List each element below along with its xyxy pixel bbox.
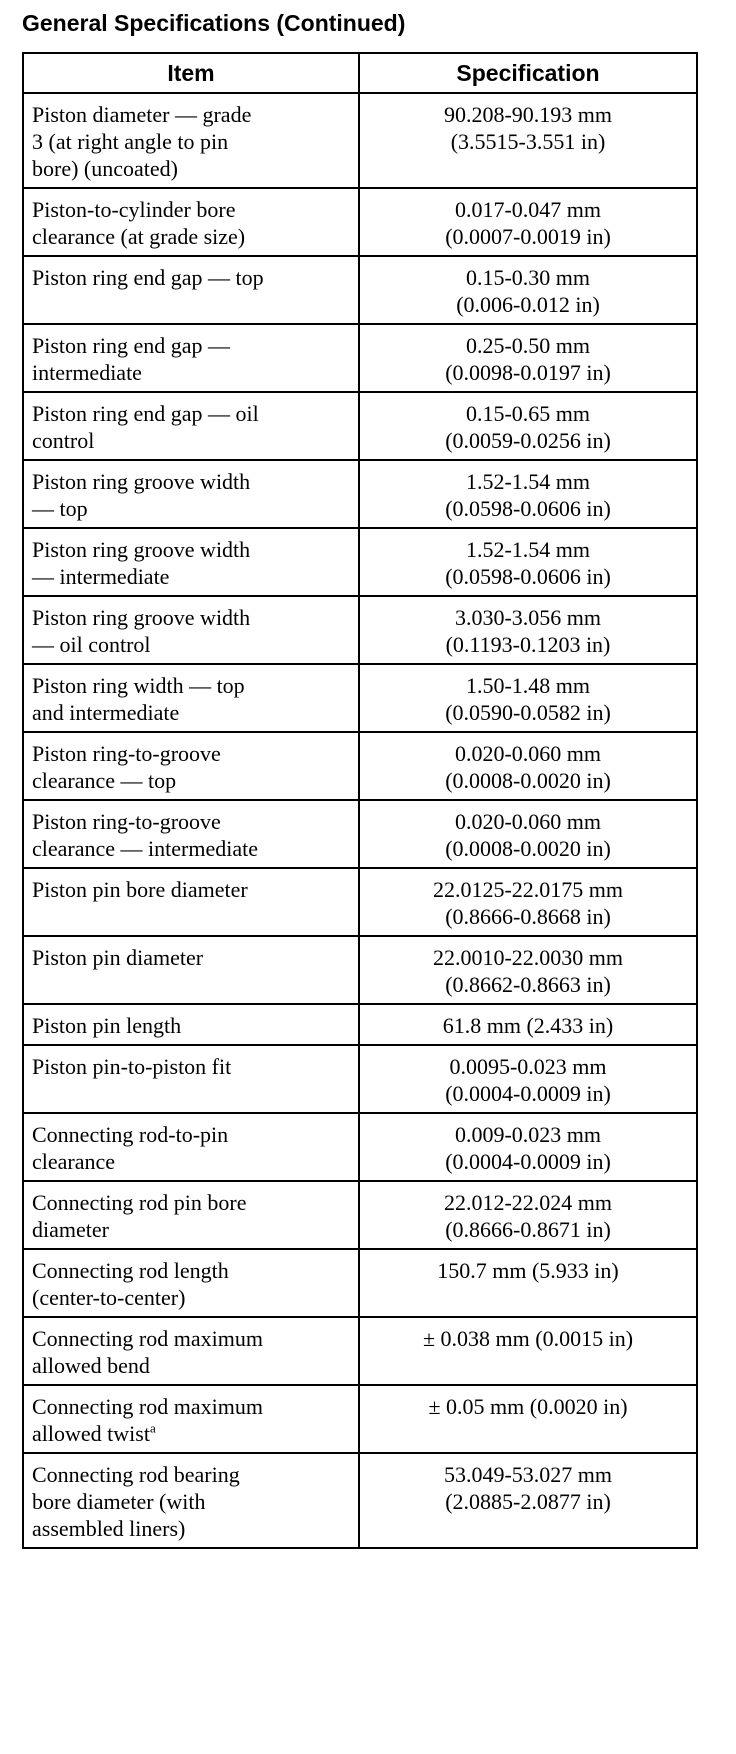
item-text: Piston pin bore diameter bbox=[32, 877, 248, 902]
item-text-line bbox=[32, 1216, 350, 1243]
item-text-line bbox=[32, 563, 350, 590]
specification-text: 1.52-1.54 mm bbox=[465, 537, 591, 562]
item-text: and intermediate bbox=[32, 700, 180, 725]
item-text: Connecting rod maximum bbox=[32, 1394, 263, 1419]
item-cell bbox=[23, 1249, 359, 1317]
specification-cell bbox=[359, 868, 697, 936]
item-text-line bbox=[32, 1121, 350, 1148]
item-text: — oil control bbox=[32, 632, 151, 657]
specification-text: (2.0885-2.0877 in) bbox=[445, 1489, 611, 1514]
item-text: Piston ring end gap — top bbox=[32, 265, 264, 290]
item-text-line bbox=[32, 740, 350, 767]
specification-text: 0.020-0.060 mm bbox=[454, 809, 602, 834]
item-text: control bbox=[32, 428, 95, 453]
item-text: Connecting rod maximum bbox=[32, 1326, 263, 1351]
item-text: Connecting rod-to-pin bbox=[32, 1122, 229, 1147]
specification-text: 0.020-0.060 mm bbox=[454, 741, 602, 766]
item-text: (center-to-center) bbox=[32, 1285, 186, 1310]
specification-text: 22.0125-22.0175 mm bbox=[432, 877, 624, 902]
specification-cell bbox=[359, 188, 697, 256]
item-text-line bbox=[32, 155, 350, 182]
specification-cell bbox=[359, 664, 697, 732]
item-text-line bbox=[32, 101, 350, 128]
specification-text: (0.8666-0.8671 in) bbox=[445, 1217, 611, 1242]
specification-text: 3.030-3.056 mm bbox=[454, 605, 602, 630]
specification-text: ± 0.038 mm (0.0015 in) bbox=[422, 1326, 634, 1351]
specification-text: (0.0598-0.0606 in) bbox=[445, 496, 611, 521]
item-text-line bbox=[32, 1053, 350, 1080]
specification-text: 0.017-0.047 mm bbox=[454, 197, 602, 222]
item-text: — top bbox=[32, 496, 88, 521]
table-row bbox=[23, 460, 697, 528]
table-header-row bbox=[23, 53, 697, 93]
item-text: clearance (at grade size) bbox=[32, 224, 246, 249]
item-text: — intermediate bbox=[32, 564, 170, 589]
item-text-line bbox=[32, 1420, 350, 1447]
specification-cell bbox=[359, 1317, 697, 1385]
table-row bbox=[23, 528, 697, 596]
item-cell bbox=[23, 664, 359, 732]
specifications-table bbox=[22, 52, 698, 1549]
item-cell bbox=[23, 1004, 359, 1045]
specification-cell bbox=[359, 800, 697, 868]
specification-text: 0.15-0.30 mm bbox=[465, 265, 591, 290]
item-text-line bbox=[32, 1189, 350, 1216]
specification-cell bbox=[359, 392, 697, 460]
table-row bbox=[23, 1249, 697, 1317]
item-text-line bbox=[32, 468, 350, 495]
footnote-marker: a bbox=[149, 1420, 156, 1436]
item-cell bbox=[23, 93, 359, 188]
specification-text: 61.8 mm (2.433 in) bbox=[442, 1013, 614, 1038]
specification-cell bbox=[359, 1113, 697, 1181]
item-text-line bbox=[32, 1461, 350, 1488]
specification-text: 90.208-90.193 mm bbox=[443, 102, 613, 127]
item-cell bbox=[23, 868, 359, 936]
table-row bbox=[23, 1385, 697, 1453]
specification-cell bbox=[359, 1181, 697, 1249]
specification-cell bbox=[359, 1385, 697, 1453]
item-text-line bbox=[32, 400, 350, 427]
specification-cell bbox=[359, 1453, 697, 1548]
item-text: Piston ring width — top bbox=[32, 673, 245, 698]
item-cell bbox=[23, 1453, 359, 1548]
specification-text: (0.0004-0.0009 in) bbox=[445, 1081, 611, 1106]
item-text: Connecting rod pin bore bbox=[32, 1190, 247, 1215]
item-text: Piston ring groove width bbox=[32, 605, 251, 630]
item-text-line bbox=[32, 332, 350, 359]
specification-text: 150.7 mm (5.933 in) bbox=[437, 1258, 619, 1283]
item-text-line bbox=[32, 1488, 350, 1515]
specification-cell bbox=[359, 93, 697, 188]
specification-text: (0.006-0.012 in) bbox=[456, 292, 600, 317]
specification-cell bbox=[359, 1249, 697, 1317]
specification-cell bbox=[359, 1004, 697, 1045]
item-text: allowed bend bbox=[32, 1353, 150, 1378]
item-text: clearance — intermediate bbox=[32, 836, 258, 861]
specification-text: (0.0008-0.0020 in) bbox=[445, 768, 611, 793]
item-text-line bbox=[32, 672, 350, 699]
item-cell bbox=[23, 256, 359, 324]
specification-text: ± 0.05 mm (0.0020 in) bbox=[428, 1394, 628, 1419]
item-text: Piston pin diameter bbox=[32, 945, 204, 970]
item-text-line bbox=[32, 264, 350, 291]
item-text-line bbox=[32, 427, 350, 454]
table-row bbox=[23, 392, 697, 460]
item-cell bbox=[23, 1385, 359, 1453]
specification-text: (0.0004-0.0009 in) bbox=[445, 1149, 611, 1174]
item-text: Piston ring end gap — oil bbox=[32, 401, 259, 426]
table-row bbox=[23, 1453, 697, 1548]
item-text: Piston ring-to-groove bbox=[32, 741, 221, 766]
specification-text: (0.0598-0.0606 in) bbox=[445, 564, 611, 589]
item-text-line bbox=[32, 604, 350, 631]
item-text-line bbox=[32, 1352, 350, 1379]
specification-cell bbox=[359, 936, 697, 1004]
item-text: Piston diameter — grade bbox=[32, 102, 252, 127]
specification-text: (0.8666-0.8668 in) bbox=[445, 904, 611, 929]
table-body bbox=[23, 93, 697, 1548]
item-cell bbox=[23, 1045, 359, 1113]
table-row bbox=[23, 324, 697, 392]
item-text-line bbox=[32, 1148, 350, 1175]
table-row bbox=[23, 732, 697, 800]
item-text-line bbox=[32, 1012, 350, 1039]
item-text-line bbox=[32, 495, 350, 522]
item-text: Piston pin-to-piston fit bbox=[32, 1054, 232, 1079]
item-cell bbox=[23, 460, 359, 528]
table-row bbox=[23, 800, 697, 868]
specification-text: (0.0008-0.0020 in) bbox=[445, 836, 611, 861]
specification-cell bbox=[359, 596, 697, 664]
specification-text: 0.25-0.50 mm bbox=[465, 333, 591, 358]
item-text-line bbox=[32, 1515, 350, 1542]
specification-text: (0.1193-0.1203 in) bbox=[445, 632, 611, 657]
item-text: Connecting rod bearing bbox=[32, 1462, 240, 1487]
item-cell bbox=[23, 188, 359, 256]
specification-cell bbox=[359, 528, 697, 596]
item-cell bbox=[23, 596, 359, 664]
item-text-line bbox=[32, 536, 350, 563]
item-text: clearance — top bbox=[32, 768, 177, 793]
item-text: Piston ring-to-groove bbox=[32, 809, 221, 834]
item-text-line bbox=[32, 1257, 350, 1284]
table-row bbox=[23, 256, 697, 324]
table-row bbox=[23, 1181, 697, 1249]
table-row bbox=[23, 936, 697, 1004]
specification-text: (0.0590-0.0582 in) bbox=[445, 700, 611, 725]
specification-text: 1.50-1.48 mm bbox=[465, 673, 591, 698]
item-text: clearance bbox=[32, 1149, 116, 1174]
item-text-line bbox=[32, 767, 350, 794]
item-text-line bbox=[32, 1325, 350, 1352]
item-text: Piston-to-cylinder bore bbox=[32, 197, 236, 222]
item-cell bbox=[23, 392, 359, 460]
item-cell bbox=[23, 800, 359, 868]
item-text: bore) (uncoated) bbox=[32, 156, 178, 181]
item-cell bbox=[23, 528, 359, 596]
specification-text: (0.0098-0.0197 in) bbox=[445, 360, 611, 385]
item-text: 3 (at right angle to pin bbox=[32, 129, 229, 154]
table-row bbox=[23, 868, 697, 936]
specification-text: 0.0095-0.023 mm bbox=[449, 1054, 607, 1079]
item-cell bbox=[23, 1317, 359, 1385]
table-row bbox=[23, 1004, 697, 1045]
specification-text: 22.012-22.024 mm bbox=[443, 1190, 613, 1215]
item-text: Piston ring end gap — bbox=[32, 333, 230, 358]
item-text-line bbox=[32, 835, 350, 862]
item-cell bbox=[23, 732, 359, 800]
specification-text: (3.5515-3.551 in) bbox=[450, 129, 606, 154]
specification-text: 22.0010-22.0030 mm bbox=[432, 945, 624, 970]
item-text: Piston ring groove width bbox=[32, 469, 251, 494]
column-header-item: Item bbox=[23, 53, 359, 93]
table-row bbox=[23, 596, 697, 664]
item-text: intermediate bbox=[32, 360, 142, 385]
item-text: Connecting rod length bbox=[32, 1258, 229, 1283]
specification-text: 1.52-1.54 mm bbox=[465, 469, 591, 494]
item-text-line bbox=[32, 1284, 350, 1311]
table-row bbox=[23, 1045, 697, 1113]
item-text: diameter bbox=[32, 1217, 109, 1242]
item-text: Piston pin length bbox=[32, 1013, 182, 1038]
item-cell bbox=[23, 1181, 359, 1249]
item-text-line bbox=[32, 876, 350, 903]
specification-text: 0.15-0.65 mm bbox=[465, 401, 591, 426]
item-cell bbox=[23, 1113, 359, 1181]
specification-cell bbox=[359, 460, 697, 528]
item-text: allowed twist bbox=[32, 1421, 150, 1446]
item-text-line bbox=[32, 808, 350, 835]
specification-cell bbox=[359, 732, 697, 800]
specification-cell bbox=[359, 256, 697, 324]
table-row bbox=[23, 664, 697, 732]
column-header-specification: Specification bbox=[359, 53, 697, 93]
specification-text: 53.049-53.027 mm bbox=[443, 1462, 613, 1487]
table-row bbox=[23, 188, 697, 256]
item-cell bbox=[23, 324, 359, 392]
item-text-line bbox=[32, 359, 350, 386]
table-row bbox=[23, 1113, 697, 1181]
item-cell bbox=[23, 936, 359, 1004]
table-row bbox=[23, 1317, 697, 1385]
item-text-line bbox=[32, 1393, 350, 1420]
table-row bbox=[23, 93, 697, 188]
specification-cell bbox=[359, 1045, 697, 1113]
item-text-line bbox=[32, 699, 350, 726]
specification-text: (0.8662-0.8663 in) bbox=[445, 972, 611, 997]
item-text: bore diameter (with bbox=[32, 1489, 206, 1514]
item-text-line bbox=[32, 196, 350, 223]
specification-text: (0.0059-0.0256 in) bbox=[445, 428, 611, 453]
item-text-line bbox=[32, 128, 350, 155]
specification-cell bbox=[359, 324, 697, 392]
item-text-line bbox=[32, 631, 350, 658]
page-title: General Specifications (Continued) bbox=[22, 10, 406, 36]
specification-text: (0.0007-0.0019 in) bbox=[445, 224, 611, 249]
item-text-line bbox=[32, 223, 350, 250]
item-text: Piston ring groove width bbox=[32, 537, 251, 562]
specification-text: 0.009-0.023 mm bbox=[454, 1122, 602, 1147]
item-text: assembled liners) bbox=[32, 1516, 186, 1541]
item-text-line bbox=[32, 944, 350, 971]
